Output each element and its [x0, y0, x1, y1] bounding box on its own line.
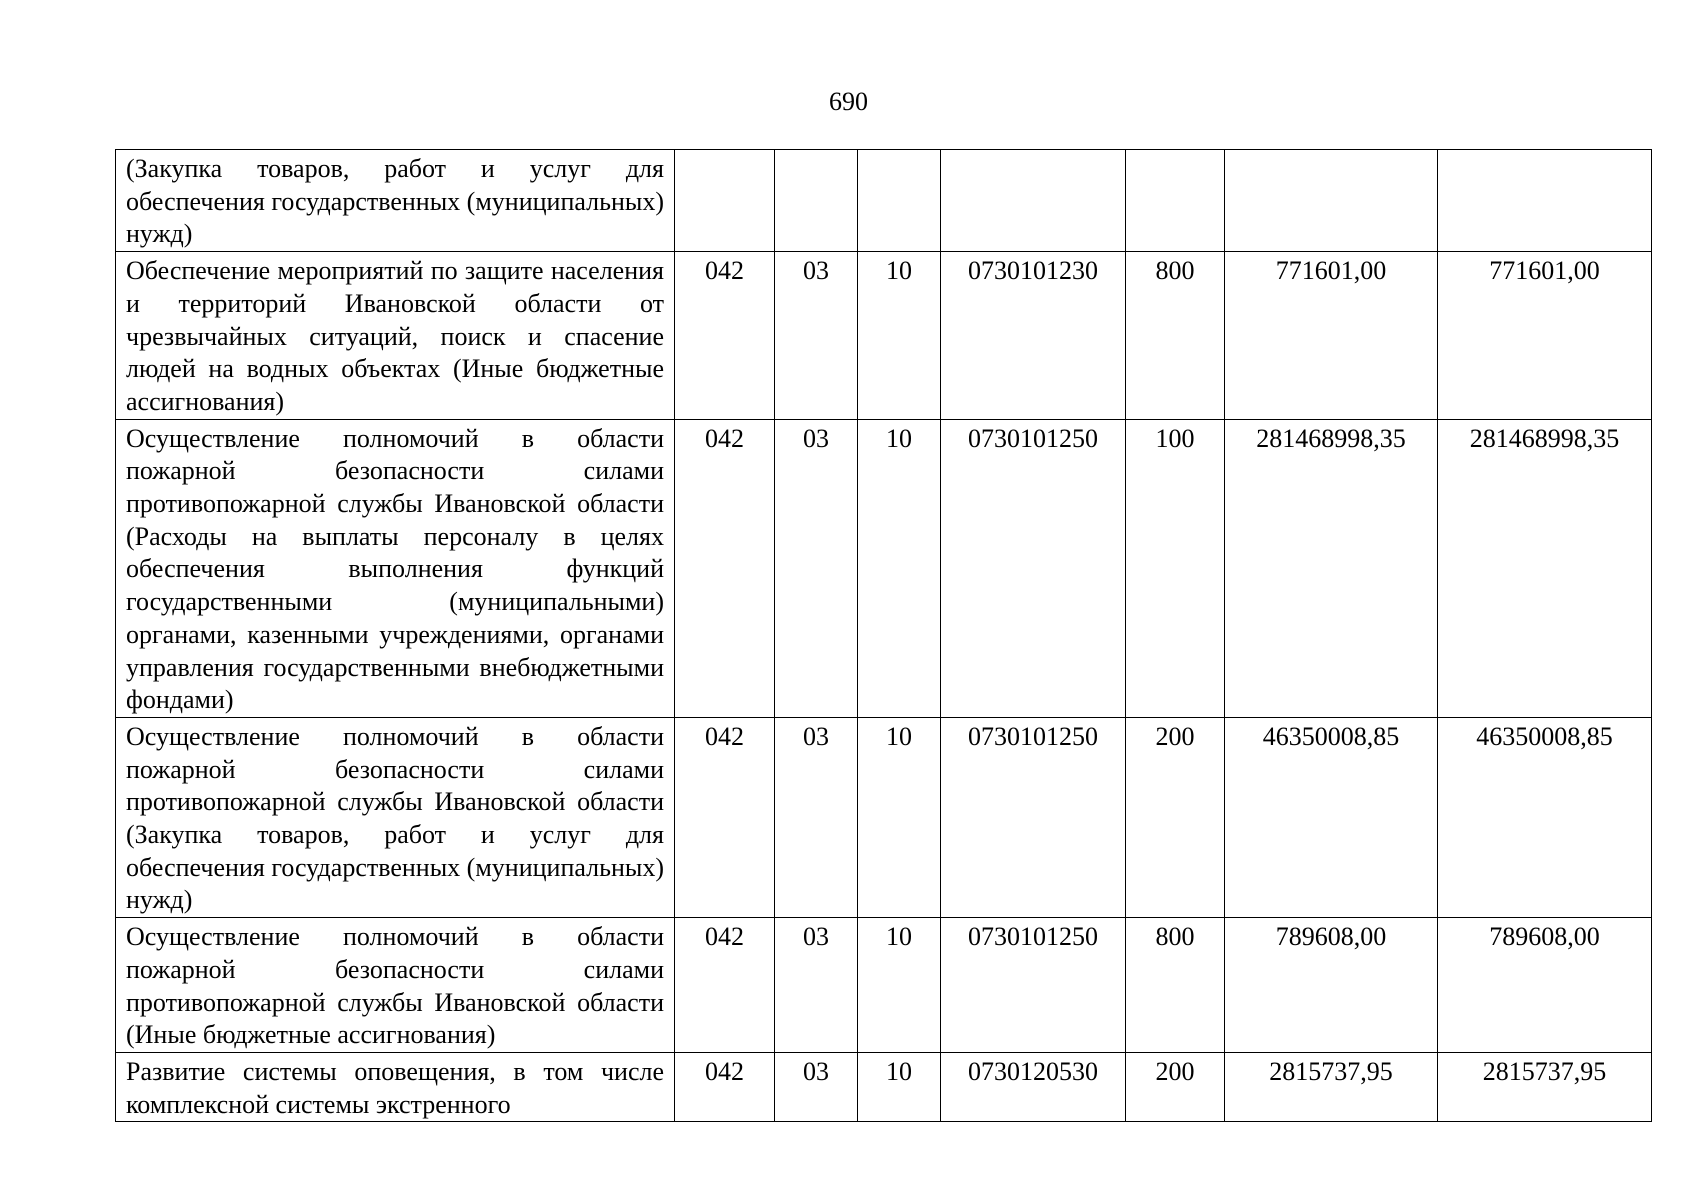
row-section-code: 03 — [775, 717, 858, 917]
row-subsection-code: 10 — [858, 717, 941, 917]
row-section-code: 03 — [775, 1052, 858, 1121]
row-ministry-code: 042 — [675, 252, 775, 420]
table-row — [116, 150, 1652, 252]
row-amount-1: 2815737,95 — [1225, 1052, 1438, 1121]
row-subsection-code: 10 — [858, 918, 941, 1053]
row-ministry-code — [675, 150, 775, 252]
row-amount-2: 281468998,35 — [1438, 419, 1652, 717]
row-target-article — [941, 150, 1126, 252]
row-description: Развитие системы оповещения, в том числе комплексной системы экстренного — [116, 1052, 675, 1121]
row-subsection-code: 10 — [858, 419, 941, 717]
row-ministry-code: 042 — [675, 717, 775, 917]
row-section-code: 03 — [775, 419, 858, 717]
row-amount-2: 789608,00 — [1438, 918, 1652, 1053]
budget-table — [115, 149, 1652, 1122]
row-section-code — [775, 150, 858, 252]
row-subsection-code: 10 — [858, 1052, 941, 1121]
row-expense-type — [1126, 150, 1225, 252]
row-expense-type: 100 — [1126, 419, 1225, 717]
row-description: Обеспечение мероприятий по защите населения и территорий Ивановской области от чрезвычайных ситуаций, поиск и спасение людей на водных объектах (Иные бюджетные ассигнования) — [116, 252, 675, 420]
row-ministry-code: 042 — [675, 918, 775, 1053]
row-description: Осуществление полномочий в области пожарной безопасности силами противопожарной службы Ивановской области (Закупка товаров, работ и услуг для обеспечения государственных (муниципальных) нужд) — [116, 717, 675, 917]
row-target-article: 0730101230 — [941, 252, 1126, 420]
row-amount-1: 771601,00 — [1225, 252, 1438, 420]
row-expense-type: 200 — [1126, 1052, 1225, 1121]
row-amount-1: 281468998,35 — [1225, 419, 1438, 717]
row-subsection-code: 10 — [858, 252, 941, 420]
table-row — [116, 419, 1652, 717]
row-expense-type: 800 — [1126, 252, 1225, 420]
row-ministry-code: 042 — [675, 419, 775, 717]
row-target-article: 0730120530 — [941, 1052, 1126, 1121]
row-target-article: 0730101250 — [941, 717, 1126, 917]
row-amount-1: 46350008,85 — [1225, 717, 1438, 917]
table-row — [116, 1052, 1652, 1121]
row-description: Осуществление полномочий в области пожарной безопасности силами противопожарной службы Ивановской области (Расходы на выплаты персоналу в целях обеспечения выполнения функций государственными (муниципальными) органами, казенными учреждениями, органами управления государственными внебюджетными фондами) — [116, 419, 675, 717]
row-section-code: 03 — [775, 918, 858, 1053]
table-row — [116, 717, 1652, 917]
row-ministry-code: 042 — [675, 1052, 775, 1121]
row-expense-type: 800 — [1126, 918, 1225, 1053]
page-number: 690 — [829, 87, 868, 116]
table-row — [116, 252, 1652, 420]
row-amount-2: 46350008,85 — [1438, 717, 1652, 917]
table-row — [116, 918, 1652, 1053]
row-amount-1 — [1225, 150, 1438, 252]
row-target-article: 0730101250 — [941, 918, 1126, 1053]
row-description: Осуществление полномочий в области пожарной безопасности силами противопожарной службы Ивановской области (Иные бюджетные ассигнования) — [116, 918, 675, 1053]
row-amount-1: 789608,00 — [1225, 918, 1438, 1053]
row-description: (Закупка товаров, работ и услуг для обеспечения государственных (муниципальных) нужд) — [116, 150, 675, 252]
row-section-code: 03 — [775, 252, 858, 420]
row-expense-type: 200 — [1126, 717, 1225, 917]
row-subsection-code — [858, 150, 941, 252]
row-amount-2 — [1438, 150, 1652, 252]
row-target-article: 0730101250 — [941, 419, 1126, 717]
row-amount-2: 2815737,95 — [1438, 1052, 1652, 1121]
row-amount-2: 771601,00 — [1438, 252, 1652, 420]
